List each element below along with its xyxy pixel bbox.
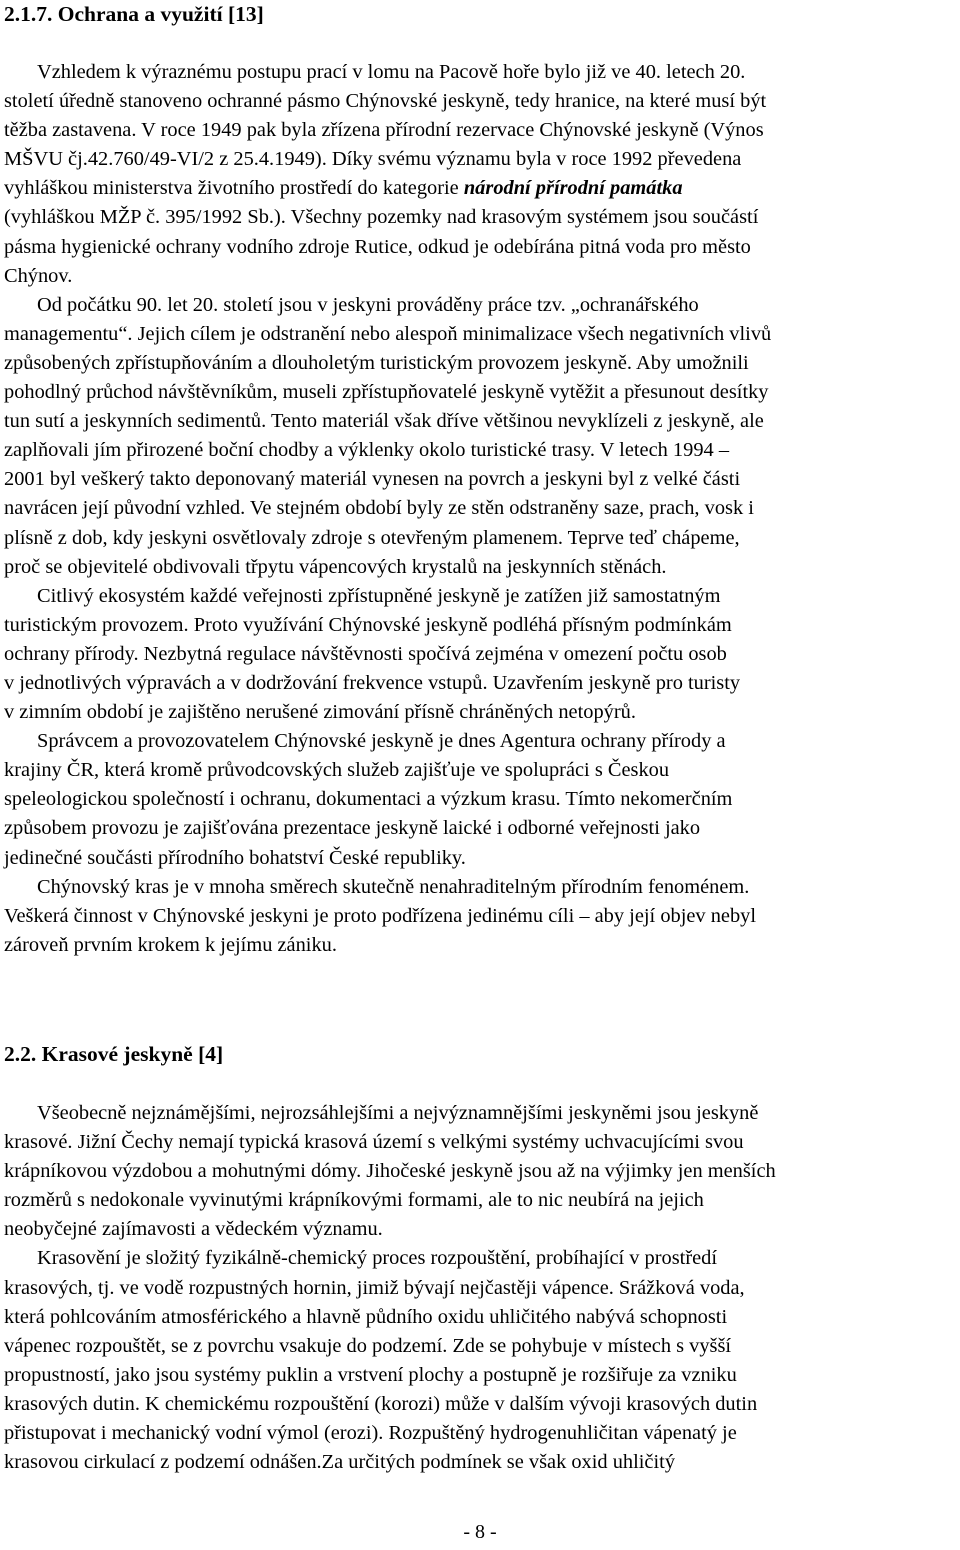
text-line: plísně z dob, kdy jeskyni osvětlovaly zdroje s otevřeným plamenem. Teprve teď chápeme, (4, 526, 740, 549)
text-line: která pohlcováním atmosférického a hlavně půdního oxidu uhličitého nabývá schopnosti (4, 1305, 728, 1328)
text-line: krápníkovou výzdobou a mohutnými dómy. Jihočeské jeskyně jsou až na výjimky jen menších (4, 1160, 776, 1183)
section-heading-krasove-jeskyne: 2.2. Krasové jeskyně [4] (4, 1042, 224, 1066)
text-line: krasové. Jižní Čechy nemají typická krasová území s velkými systémy uchvacujícími svou (4, 1131, 744, 1154)
text-line: Citlivý ekosystém každé veřejnosti zpřístupněné jeskyně je zatížen již samostatným (37, 584, 721, 607)
text-line: managementu“. Jejich cílem je odstranění nebo alespoň minimalizace všech negativních vlivů (4, 322, 772, 345)
text-line: způsobených zpřístupňováním a dlouholetým turistickým provozem jeskyně. Aby umožnili (4, 351, 749, 374)
text-line: navrácen její původní vzhled. Ve stejném období byly ze stěn odstraněny saze, prach, vosk i (4, 497, 754, 520)
text-line: proč se objevitelé obdivovali třpytu vápencových krystalů na jeskynních stěnách. (4, 555, 667, 578)
text-line: propustností, jako jsou systémy puklin a vrstvení plochy a postupně je rozšiřuje za vzniku (4, 1363, 737, 1386)
text-line: Od počátku 90. let 20. století jsou v jeskyni prováděny práce tzv. „ochranářského (37, 293, 699, 316)
text-line: turistickým provozem. Proto využívání Chýnovské jeskyně podléhá přísným podmínkám (4, 613, 732, 636)
section-body-ochrana (4, 58, 954, 960)
text-line: vápenec rozpouštět, se z povrchu vsakuje do podzemí. Zde se pohybuje v místech s vyšší (4, 1334, 732, 1357)
section-heading-ochrana: 2.1.7. Ochrana a využití [13] (4, 2, 264, 26)
text-line: speleologickou společností i ochranu, dokumentaci a výzkum krasu. Tímto nekomerčním (4, 788, 733, 811)
text-line: Veškerá činnost v Chýnovské jeskyni je proto podřízena jedinému cíli – aby její objev nebyl (4, 904, 757, 927)
text-line: neobyčejné zajímavosti a vědeckém významu. (4, 1218, 383, 1241)
text-line: zaplňovali jím přirozené boční chodby a výklenky okolo turistické trasy. V letech 1994 – (4, 439, 730, 462)
text-line: způsobem provozu je zajišťována prezentace jeskyně laické i odborné veřejnosti jako (4, 817, 701, 840)
text-line: v jednotlivých výpravách a v dodržování frekvence vstupů. Uzavřením jeskyně pro turisty (4, 671, 741, 694)
text-line: Všeobecně nejznámějšími, nejrozsáhlejšími a nejvýznamnějšími jeskyněmi jsou jeskyně (37, 1102, 759, 1124)
text-line: Chýnovský kras je v mnoha směrech skutečně nenahraditelným přírodním fenoménem. (37, 875, 750, 898)
text-line: MŠVU čj.42.760/49-VI/2 z 25.4.1949). Díky svému významu byla v roce 1992 převedena (4, 148, 742, 171)
text-line: 2001 byl veškerý takto deponovaný materiál vynesen na povrch a jeskyni byl z velké části (4, 468, 741, 491)
text-line: přistupovat i mechanický vodní výmol (erozi). Rozpuštěný hydrogenuhličitan vápenatý je (4, 1422, 737, 1445)
text-line: krasových, tj. ve vodě rozpustných hornin, jimiž bývají nejčastěji vápence. Srážková voda, (4, 1276, 745, 1299)
text-line: století úředně stanoveno ochranné pásmo Chýnovské jeskyně, tedy hranice, na které musí být (4, 90, 767, 113)
section-body-krasove-jeskyne (4, 1099, 954, 1477)
text-line: jedinečné součásti přírodního bohatství České republiky. (4, 846, 466, 869)
emphasized-term: národní přírodní památka (463, 177, 683, 200)
text-run: vyhláškou ministerstva životního prostředí do kategorie (4, 177, 464, 200)
text-line: krasových dutin. K chemickému rozpouštění (korozi) může v dalším vývoji krasových dutin (4, 1392, 758, 1415)
text-line: rozměrů s nedokonale vyvinutými krápníkovými formami, ale to nic neubírá na jejich (4, 1189, 704, 1212)
text-line: (vyhláškou MŽP č. 395/1992 Sb.). Všechny pozemky nad krasovým systémem jsou součástí (4, 206, 759, 229)
text-line: v zimním období je zajištěno nerušené zimování přísně chráněných netopýrů. (4, 701, 636, 724)
text-line: zároveň prvním krokem k jejímu zániku. (4, 933, 337, 956)
text-line: Krasovění je složitý fyzikálně-chemický proces rozpouštění, probíhající v prostředí (37, 1247, 718, 1270)
page-number: - 8 - (463, 1521, 497, 1543)
text-line: tun sutí a jeskynních sedimentů. Tento materiál však dříve většinou nevyklízeli z jeskyně, ale (4, 410, 764, 433)
text-line: krasovou cirkulací z podzemí odnášen.Za určitých podmínek se však oxid uhličitý (4, 1451, 676, 1474)
text-line: pohodlný průchod návštěvníkům, museli zpřístupňovatelé jeskyně vytěžit a přesunout desítky (4, 381, 769, 404)
text-line: těžba zastavena. V roce 1949 pak byla zřízena přírodní rezervace Chýnovské jeskyně (Výnos (4, 119, 764, 142)
text-line: Vzhledem k výraznému postupu prací v lomu na Pacově hoře bylo již ve 40. letech 20. (37, 61, 746, 83)
text-line: krajiny ČR, která kromě průvodcovských služeb zajišťuje ve spolupráci s Českou (4, 759, 670, 782)
text-line: Správcem a provozovatelem Chýnovské jeskyně je dnes Agentura ochrany přírody a (37, 730, 726, 753)
text-line: pásma hygienické ochrany vodního zdroje Rutice, odkud je odebírána pitná voda pro město (4, 235, 751, 258)
text-line: ochrany přírody. Nezbytná regulace návštěvnosti spočívá zejména v omezení počtu osob (4, 642, 727, 665)
text-line (4, 174, 954, 203)
text-line: Chýnov. (4, 264, 73, 287)
